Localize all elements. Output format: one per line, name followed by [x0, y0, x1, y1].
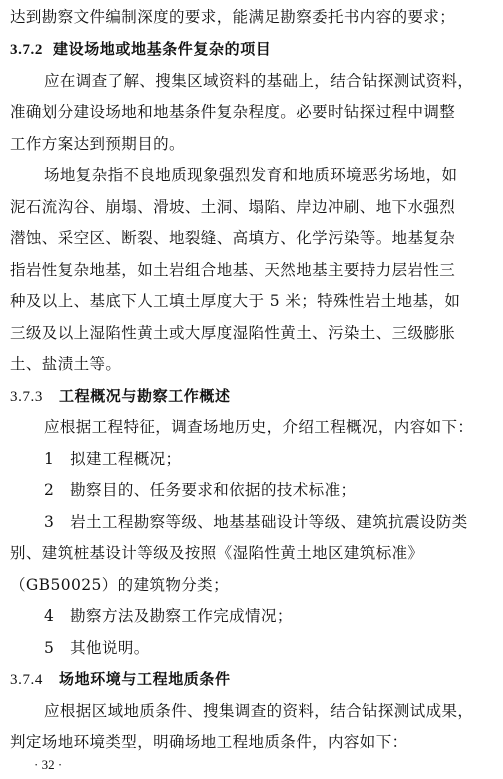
body-line: 达到勘察文件编制深度的要求，能满足勘察委托书内容的要求；: [10, 8, 456, 26]
list-item: 5 其他说明。: [44, 639, 150, 657]
paragraph-line: 指岩性复杂地基，如土岩组合地基、天然地基主要持力层岩性三: [10, 261, 456, 279]
list-item-continuation: 别、建筑桩基设计等级及按照《湿陷性黄土地区建筑标准》: [10, 544, 424, 562]
paragraph-line: 三级及以上湿陷性黄土或大厚度湿陷性黄土、污染土、三级膨胀: [10, 324, 456, 342]
paragraph-line: 场地复杂指不良地质现象强烈发育和地质环境恶劣场地，如: [44, 166, 458, 184]
paragraph-line: 判定场地环境类型，明确场地工程地质条件，内容如下：: [10, 733, 408, 751]
section-number: 3.7.3: [10, 389, 43, 405]
section-heading-3-7-3: [10, 385, 493, 408]
list-item-continuation: （GB50025）的建筑物分类；: [10, 576, 229, 594]
list-item: 3 岩土工程勘察等级、地基基础设计等级、建筑抗震设防类: [44, 513, 468, 531]
paragraph-line: 工作方案达到预期目的。: [10, 135, 185, 153]
list-item: 1 拟建工程概况；: [44, 450, 182, 468]
list-item: 4 勘察方法及勘察工作完成情况；: [44, 607, 293, 625]
paragraph-line: 种及以上、基底下人工填土厚度大于 5 米；特殊性岩土地基，如: [10, 292, 461, 310]
section-title: 建设场地或地基条件复杂的项目: [53, 40, 272, 58]
paragraph-line: 土、盐渍土等。: [10, 355, 122, 373]
section-title: 工程概况与勘察工作概述: [59, 387, 231, 405]
page-number: · 32 ·: [34, 757, 63, 772]
list-item: 2 勘察目的、任务要求和依据的技术标准；: [44, 481, 357, 499]
section-heading-3-7-4: [10, 668, 493, 691]
paragraph-line: 应根据区域地质条件、搜集调查的资料，结合钻探测试成果，: [44, 702, 474, 720]
section-title: 场地环境与工程地质条件: [59, 670, 231, 688]
paragraph-line: 准确划分建设场地和地基条件复杂程度。必要时钻探过程中调整: [10, 103, 456, 121]
paragraph-line: 应根据工程特征，调查场地历史，介绍工程概况，内容如下：: [44, 418, 474, 436]
section-number: 3.7.4: [10, 672, 43, 688]
section-number: 3.7.2: [10, 42, 43, 58]
paragraph-line: 潜蚀、采空区、断裂、地裂缝、高填方、化学污染等。地基复杂: [10, 229, 456, 247]
paragraph-line: 泥石流沟谷、崩塌、滑坡、土洞、塌陷、岸边冲刷、地下水强烈: [10, 198, 456, 216]
section-heading-3-7-2: [10, 38, 493, 61]
paragraph-line: 应在调查了解、搜集区域资料的基础上，结合钻探测试资料，: [44, 72, 474, 90]
